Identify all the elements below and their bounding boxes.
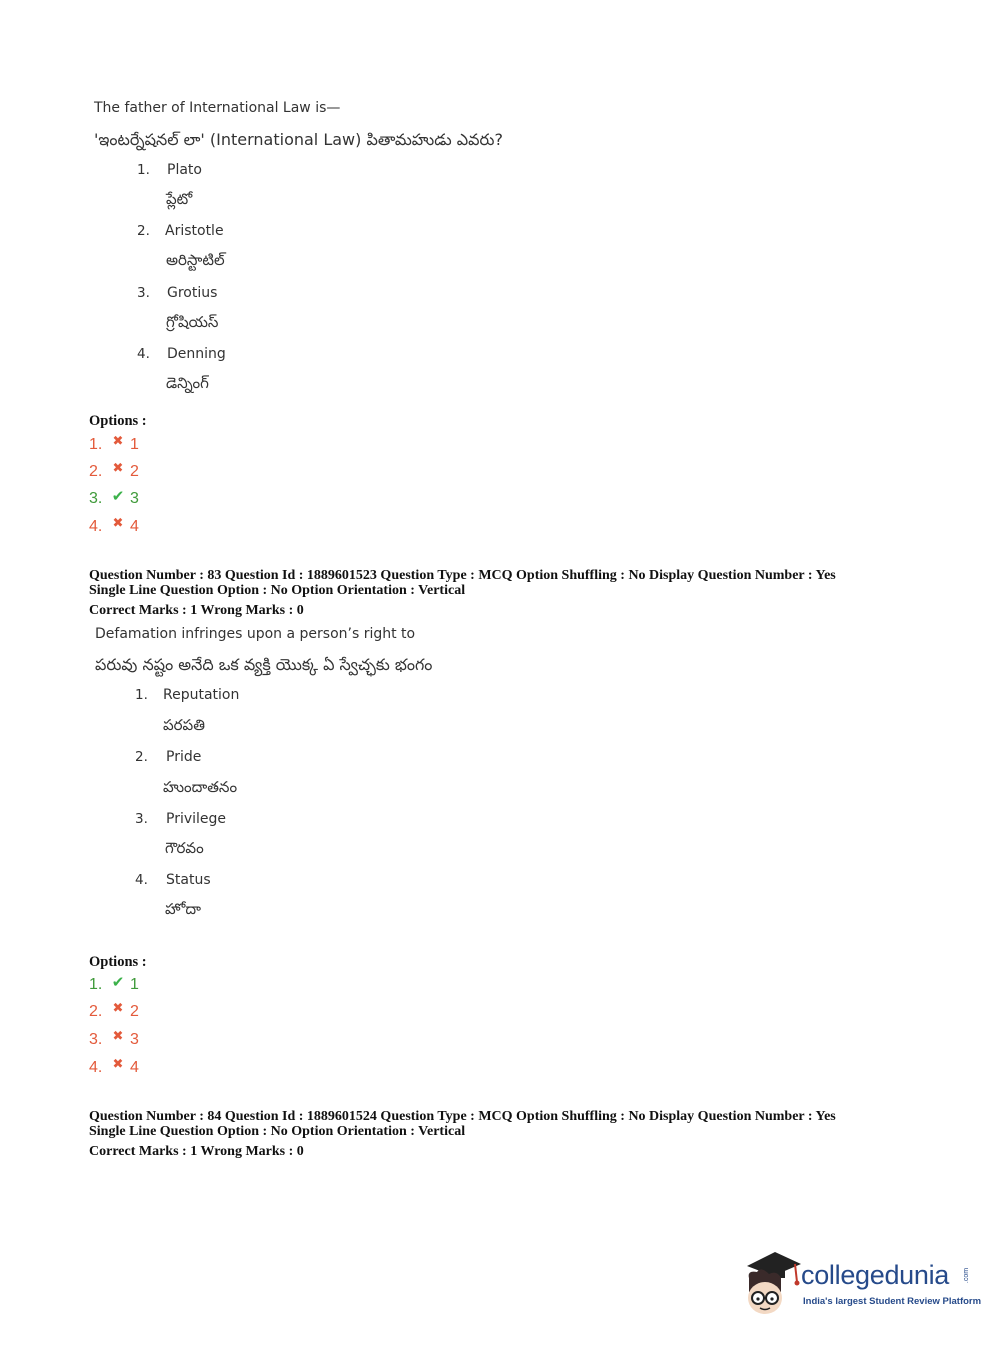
q83-option-1-text-te: పరపతి [163,716,205,734]
answer-value: 4 [130,518,139,535]
answer-num: 2. [89,1003,103,1020]
cross-icon: ✖ [112,1056,124,1071]
q83-meta-line1: Question Number : 83 Question Id : 1889601523 Question Type : MCQ Option Shuffling : No Display Question Number : Yes [89,568,836,583]
q83-option-4-num: 4. [135,872,148,888]
q83-option-1-text-en: Reputation [163,687,240,703]
q83-option-3-num: 3. [135,811,148,827]
q83-option-4-text-en: Status [166,872,211,888]
q83-option-1-num: 1. [135,687,148,703]
answer-num: 4. [89,518,103,535]
q82-options-label: Options : [89,413,147,429]
question-83-text-te: పరువు నష్టం అనేది ఒక వ్యక్తి యొక్క ఏ స్వేచ్ఛకు భంగం [95,655,433,674]
q82-answer-3 [89,490,139,508]
q82-option-4-text-te: డెన్నింగ్ [166,374,209,392]
q83-answer-2 [89,1000,139,1021]
q82-option-2-text-te: అరిస్టాటిల్ [166,251,225,269]
q82-option-3-num: 3. [137,285,150,301]
q83-answer-3 [89,1028,139,1049]
answer-num: 3. [89,490,103,507]
check-icon: ✔ [111,974,125,991]
collegedunia-logo [741,1248,982,1320]
q84-marks: Correct Marks : 1 Wrong Marks : 0 [89,1144,304,1159]
q83-answer-4 [89,1056,139,1077]
answer-value: 4 [130,1059,139,1076]
q83-marks: Correct Marks : 1 Wrong Marks : 0 [89,603,304,618]
check-icon: ✔ [111,488,125,505]
answer-num: 1. [89,436,103,453]
q83-option-2-text-en: Pride [166,749,202,765]
answer-num: 3. [89,1031,103,1048]
brand-tagline: India's largest Student Review Platform [803,1296,982,1307]
q82-option-4-text-en: Denning [167,346,226,362]
q83-meta-line2: Single Line Question Option : No Option Orientation : Vertical [89,583,466,598]
q84-meta-line1: Question Number : 84 Question Id : 1889601524 Question Type : MCQ Option Shuffling : No Display Question Number : Yes [89,1109,836,1124]
q82-option-3-text-te: గ్రోషియస్ [166,313,219,331]
q84-meta-line2: Single Line Question Option : No Option Orientation : Vertical [89,1124,466,1139]
question-83-text-en: Defamation infringes upon a person’s right to [95,626,416,642]
brand-name: collegedunia [801,1260,950,1290]
answer-value: 2 [130,1003,139,1020]
answer-num: 2. [89,463,103,480]
q82-option-4-num: 4. [137,346,150,362]
q82-option-2-num: 2. [137,223,150,239]
q82-option-1-text-te: ప్లేటో [166,190,193,208]
answer-num: 1. [89,976,103,993]
q82-answer-1 [89,433,139,454]
answer-value: 3 [130,1031,139,1048]
cross-icon: ✖ [112,460,124,475]
answer-value: 1 [130,436,139,453]
question-82-text-te: 'ఇంటర్నేషనల్ లా' (International Law) పితామహుడు ఎవరు? [94,130,503,149]
mascot-icon [741,1248,803,1320]
cross-icon: ✖ [112,1028,124,1043]
q83-option-2-num: 2. [135,749,148,765]
cross-icon: ✖ [112,1000,124,1015]
q83-option-3-text-te: గౌరవం [165,839,204,857]
q82-option-3-text-en: Grotius [167,285,218,301]
q83-option-2-text-te: హుందాతనం [163,778,238,796]
answer-num: 4. [89,1059,103,1076]
q82-answer-2 [89,460,139,481]
q83-answer-1 [89,976,139,994]
cross-icon: ✖ [112,433,124,448]
answer-value: 3 [130,490,139,507]
brand-suffix: .com [963,1267,971,1284]
cross-icon: ✖ [112,515,124,530]
answer-value: 2 [130,463,139,480]
q82-option-1-num: 1. [137,162,150,178]
q83-option-3-text-en: Privilege [166,811,227,827]
q82-option-1-text-en: Plato [167,162,202,178]
q83-option-4-text-te: హోదా [165,900,201,918]
q83-options-label: Options : [89,954,147,970]
q82-answer-4 [89,515,139,536]
answer-value: 1 [130,976,139,993]
q82-option-2-text-en: Aristotle [165,223,224,239]
question-82-text-en: The father of International Law is— [94,100,341,116]
